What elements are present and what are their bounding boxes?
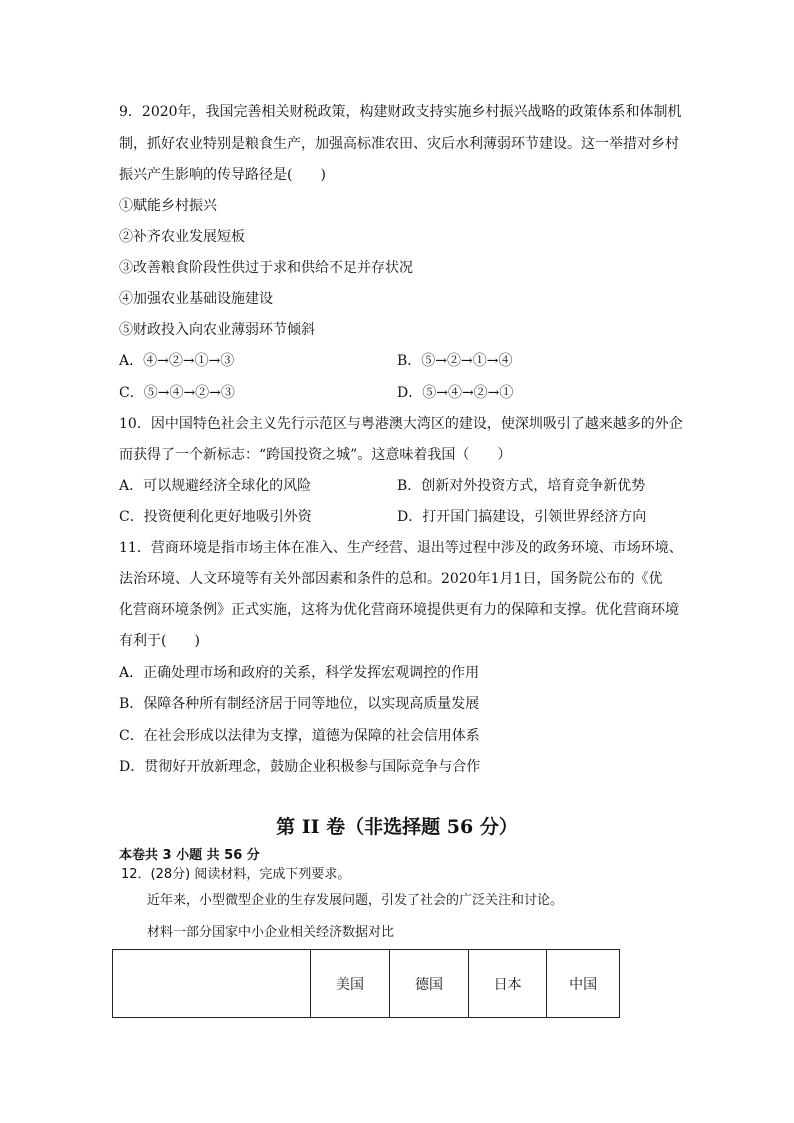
table-header-cell-usa: 美国 (310, 950, 390, 1018)
q10-stem-line-2: 而获得了一个新标志：“跨国投资之城”。这意味着我国（ ） (119, 447, 512, 463)
section-subtitle: 本卷共 3 小题 共 56 分 (119, 848, 260, 863)
table-header-cell-china: 中国 (547, 950, 620, 1018)
q10-option-c: C．投资便利化更好地吸引外资 (119, 509, 312, 525)
q9-stem-line-1: 9．2020年，我国完善相关财税政策，构建财政支持实施乡村振兴战略的政策体系和体制机 (119, 104, 682, 120)
table-header-row (113, 950, 620, 1018)
q9-option-c: C．⑤→④→②→③ (119, 385, 235, 401)
q9-item-5: ⑤财政投入向农业薄弱环节倾斜 (119, 322, 315, 338)
q9-stem-line-3: 振兴产生影响的传导路径是( ) (119, 167, 326, 183)
q12-material-caption: 材料一部分国家中小企业相关经济数据对比 (147, 925, 395, 940)
table-header-cell-germany: 德国 (390, 950, 469, 1018)
q11-stem-line-2: 法治环境、人文环境等有关外部因素和条件的总和。2020年1月1日，国务院公布的《优 (119, 571, 663, 587)
table-header-cell-blank (113, 950, 311, 1018)
q11-stem-line-3: 化营商环境条例》正式实施，这将为优化营商环境提供更有力的保障和支撑。优化营商环境 (119, 602, 679, 618)
table-header-cell-japan: 日本 (468, 950, 547, 1018)
q9-option-d: D．⑤→④→②→① (397, 385, 514, 401)
q9-option-b: B．⑤→②→①→④ (397, 353, 513, 369)
q9-item-2: ②补齐农业发展短板 (119, 229, 245, 245)
material-data-table (112, 949, 620, 1018)
q9-stem-line-2: 制，抓好农业特别是粮食生产，加强高标准农田、灾后水利薄弱环节建设。这一举措对乡村 (119, 136, 679, 152)
q10-option-d: D．打开国门搞建设，引领世界经济方向 (397, 509, 647, 525)
q12-intro: 近年来，小型微型企业的生存发展问题，引发了社会的广泛关注和讨论。 (147, 893, 564, 908)
q12-heading: 12．(28分) 阅读材料，完成下列要求。 (121, 867, 351, 882)
q11-stem-line-4: 有利于( ) (119, 633, 200, 649)
q11-option-b: B．保障各种所有制经济居于同等地位，以实现高质量发展 (119, 696, 480, 712)
q10-option-a: A．可以规避经济全球化的风险 (119, 478, 312, 494)
q11-option-a: A．正确处理市场和政府的关系，科学发挥宏观调控的作用 (119, 665, 480, 681)
q9-item-1: ①赋能乡村振兴 (119, 198, 217, 214)
q11-option-c: C．在社会形成以法律为支撑，道德为保障的社会信用体系 (119, 728, 480, 744)
q11-option-d: D．贯彻好开放新理念，鼓励企业积极参与国际竞争与合作 (119, 759, 481, 775)
q10-stem-line-1: 10．因中国特色社会主义先行示范区与粤港澳大湾区的建设，使深圳吸引了越来越多的外企 (119, 416, 683, 432)
q11-stem-line-1: 11．营商环境是指市场主体在准入、生产经营、退出等过程中涉及的政务环境、市场环境、 (119, 540, 683, 556)
q9-item-3: ③改善粮食阶段性供过于求和供给不足并存状况 (119, 260, 413, 276)
q10-option-b: B．创新对外投资方式，培育竞争新优势 (397, 478, 646, 494)
q9-item-4: ④加强农业基础设施建设 (119, 291, 273, 307)
q9-option-a: A．④→②→①→③ (119, 353, 235, 369)
section-title: 第 II 卷（非选择题 56 分） (276, 816, 518, 838)
